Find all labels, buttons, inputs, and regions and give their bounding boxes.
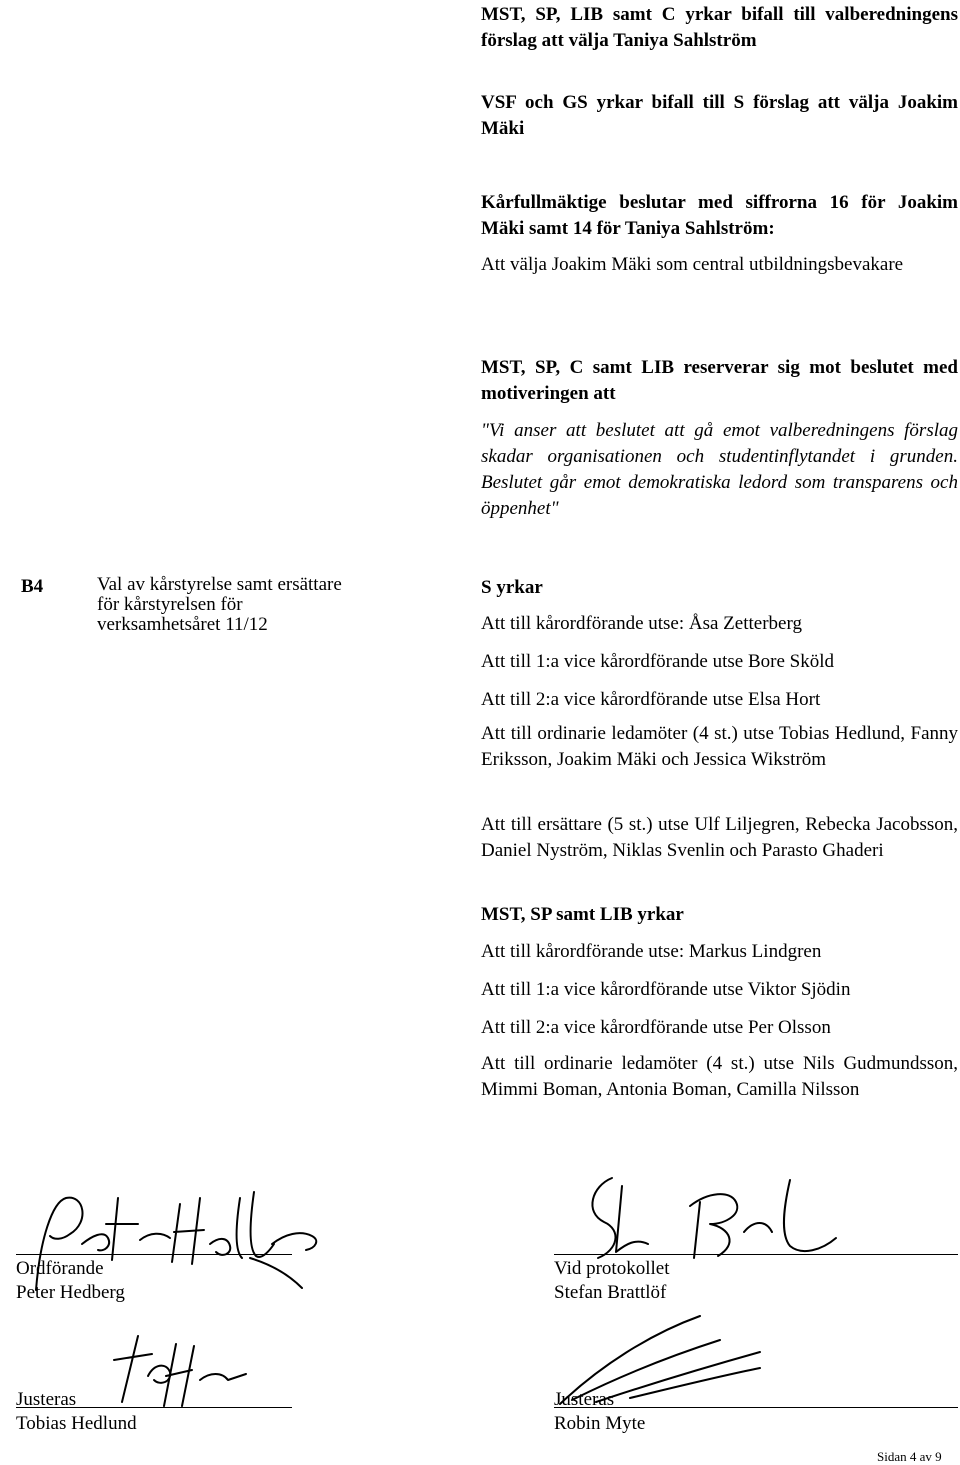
signature-line-adjuster-2 xyxy=(554,1407,958,1408)
m-line-2: Att till 1:a vice kårordförande utse Viktor Sjödin xyxy=(481,979,851,1000)
decision-text: Kårfullmäktige beslutar med siffrorna 16 för Joakim Mäki samt 14 för Taniya Sahlström: xyxy=(481,192,958,239)
m-heading: MST, SP samt LIB yrkar xyxy=(481,904,684,925)
s-line-1: Att till kårordförande utse: Åsa Zetterberg xyxy=(481,613,802,634)
chair-role: Ordförande xyxy=(16,1258,104,1279)
adjuster-1-role: Justeras xyxy=(16,1389,77,1410)
adjuster-2-role: Justeras xyxy=(554,1389,615,1410)
s-ledamoter: Att till ordinarie ledamöter (4 st.) utse Tobias Hedlund, Fanny Eriksson, Joakim Mäki och Jessica Wikström xyxy=(481,723,958,770)
chair-name: Peter Hedberg xyxy=(16,1282,125,1303)
item-number: B4 xyxy=(21,576,44,597)
s-ersattare: Att till ersättare (5 st.) utse Ulf Liljegren, Rebecka Jacobsson, Daniel Nyström, Niklas Svenlin och Parasto Ghaderi xyxy=(481,814,958,861)
m-line-3: Att till 2:a vice kårordförande utse Per Olsson xyxy=(481,1017,831,1038)
page-number: Sidan 4 av 9 xyxy=(877,1449,942,1464)
s-line-2: Att till 1:a vice kårordförande utse Bore Sköld xyxy=(481,651,834,672)
minutes-role: Vid protokollet xyxy=(554,1258,670,1279)
m-ledamoter: Att till ordinarie ledamöter (4 st.) utse Nils Gudmundsson, Mimmi Boman, Antonia Boman, Camilla Nilsson xyxy=(481,1053,958,1100)
reservation-quote: "Vi anser att beslutet att gå emot valberedningens förslag skadar organisationen och studentinflytandet i grunden. Beslutet går emot demokratiska ledord som transparens och öppenhet" xyxy=(481,420,958,519)
adjuster-1-name: Tobias Hedlund xyxy=(16,1413,137,1434)
minutes-name: Stefan Brattlöf xyxy=(554,1282,667,1303)
reservation-text: MST, SP, C samt LIB reserverar sig mot beslutet med motiveringen att xyxy=(481,357,958,404)
item-title: Val av kårstyrelse samt ersättare för kårstyrelsen för verksamhetsåret 11/12 xyxy=(97,574,342,635)
s-line-3: Att till 2:a vice kårordförande utse Elsa Hort xyxy=(481,689,821,710)
motion-vsf-gs: VSF och GS yrkar bifall till S förslag att välja Joakim Mäki xyxy=(481,92,958,139)
s-heading: S yrkar xyxy=(481,577,543,598)
signature-line-minutes xyxy=(554,1254,958,1255)
m-line-1: Att till kårordförande utse: Markus Lindgren xyxy=(481,941,822,962)
signature-line-chair xyxy=(16,1254,292,1255)
motion-mst-sp-lib-c: MST, SP, LIB samt C yrkar bifall till valberedningens förslag att välja Taniya Sahlström xyxy=(481,4,958,51)
decision-att: Att välja Joakim Mäki som central utbildningsbevakare xyxy=(481,254,904,275)
handwritten-signatures xyxy=(0,1140,960,1450)
adjuster-2-name: Robin Myte xyxy=(554,1413,646,1434)
